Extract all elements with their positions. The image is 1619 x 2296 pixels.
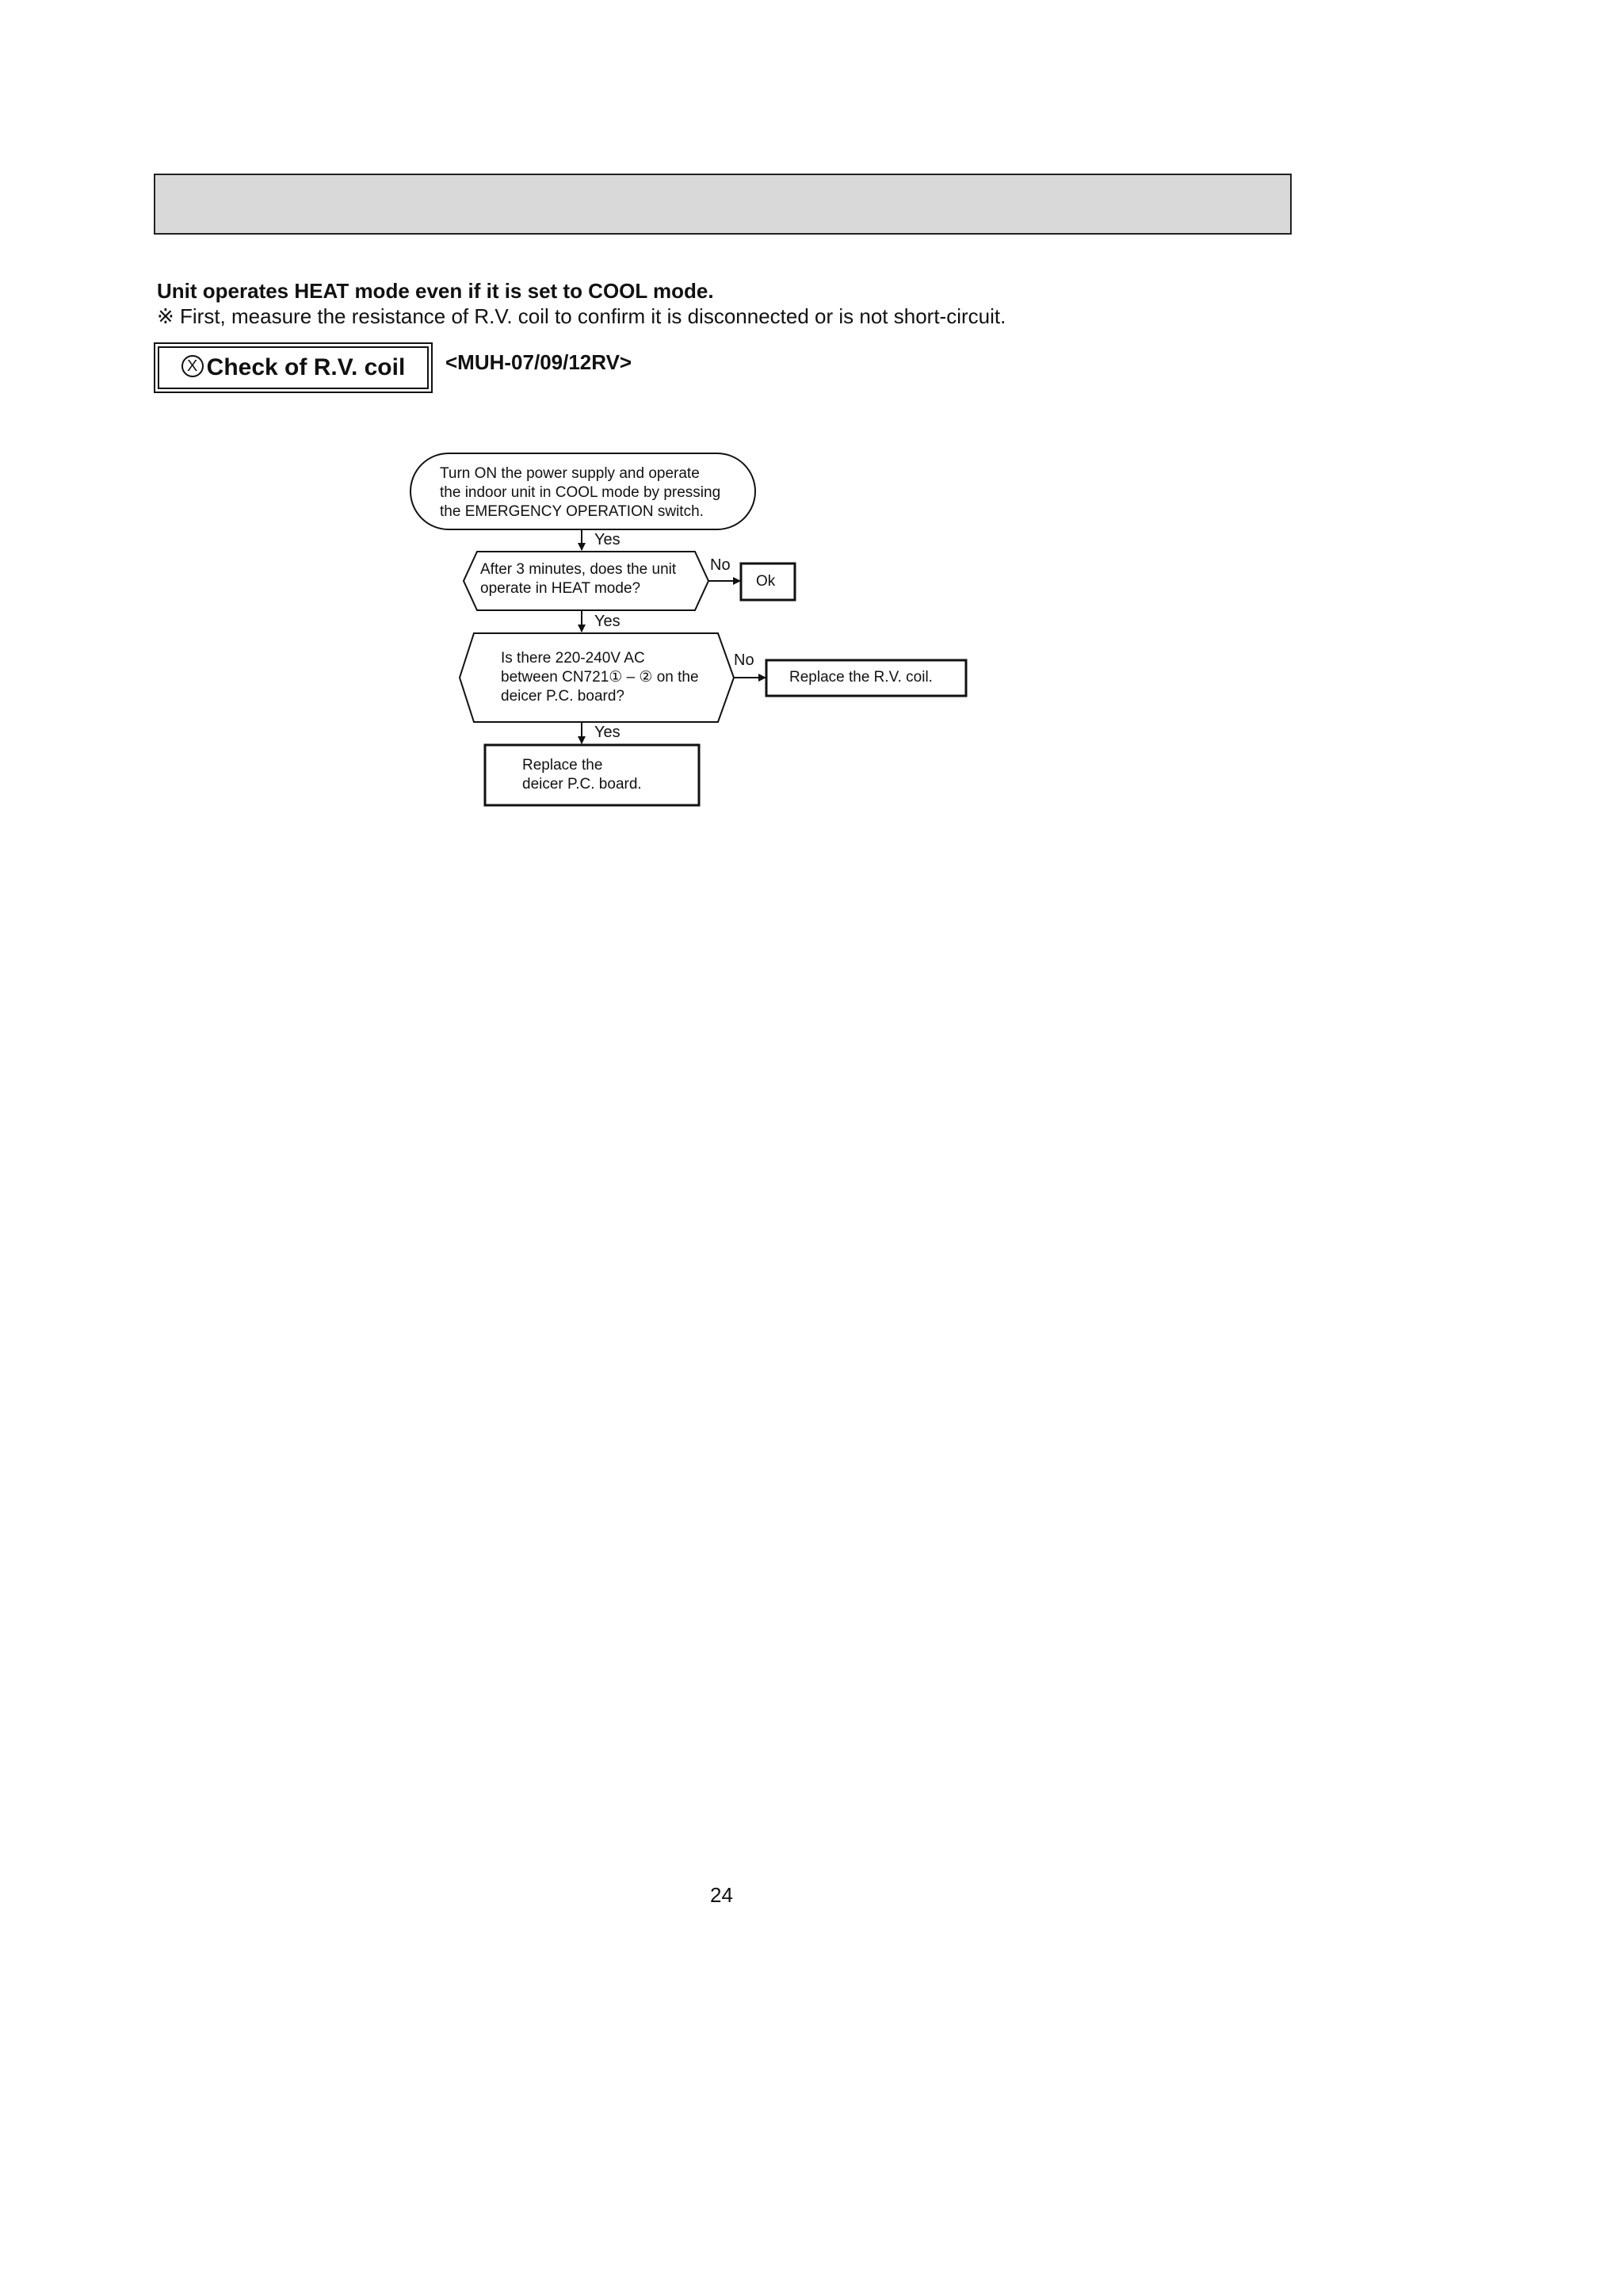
- yes-label-1: Yes: [594, 531, 620, 548]
- decision1-text-line1: After 3 minutes, does the unit: [480, 561, 677, 578]
- yes-label-3: Yes: [594, 724, 620, 741]
- no-label-2: No: [734, 651, 754, 669]
- decision2-text-line2: between CN721① – ② on the: [501, 669, 699, 686]
- replace-board-text-line2: deicer P.C. board.: [522, 776, 642, 793]
- section-title: Check of R.V. coil: [206, 354, 406, 380]
- start-text-line1: Turn ON the power supply and operate: [440, 465, 700, 482]
- decision1-text-line2: operate in HEAT mode?: [480, 580, 641, 597]
- model-label: <MUH-07/09/12RV>: [445, 350, 632, 374]
- page-number: 24: [710, 1883, 733, 1907]
- section-marker-icon: X: [181, 355, 204, 377]
- no-label-1: No: [710, 556, 731, 574]
- replace-board-text-line1: Replace the: [522, 757, 603, 774]
- symptom-heading: Unit operates HEAT mode even if it is set to COOL mode.: [157, 279, 714, 303]
- decision2-text-line3: deicer P.C. board?: [501, 688, 624, 705]
- start-text-line3: the EMERGENCY OPERATION switch.: [440, 503, 704, 520]
- measurement-note: ※ First, measure the resistance of R.V. coil to confirm it is disconnected or is not short-circuit.: [157, 304, 1006, 328]
- yes-label-2: Yes: [594, 613, 620, 630]
- decision2-text-line1: Is there 220-240V AC: [501, 650, 645, 667]
- ok-text: Ok: [756, 573, 776, 590]
- start-text-line2: the indoor unit in COOL mode by pressing: [440, 484, 721, 501]
- replace-coil-text: Replace the R.V. coil.: [789, 669, 933, 686]
